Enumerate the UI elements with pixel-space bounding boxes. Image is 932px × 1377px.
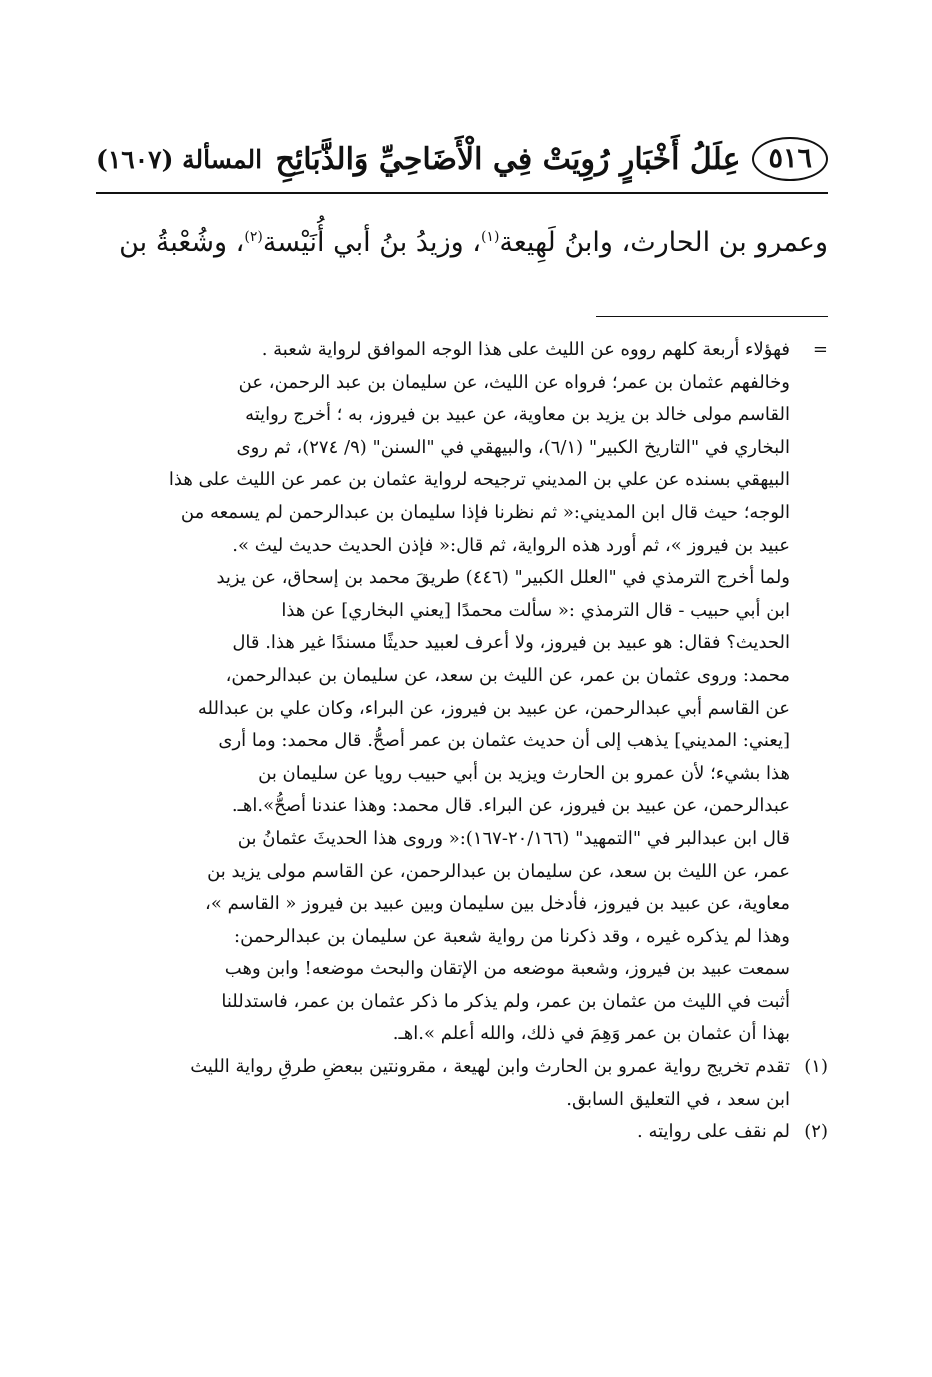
footnote-line-text: قال ابن عبدالبر في "التمهيد" (٢٠/١٦٦-١٦٧):« وروى هذا الحديثَ عثمانُ بن: [237, 827, 790, 849]
footnote-ref: (٢): [244, 229, 263, 245]
footnote-line-text: تقدم تخريج رواية عمرو بن الحارث وابن لهيعة ، مقرونتين ببعضِ طرقِ رواية الليث: [190, 1056, 790, 1078]
footnote-line: [96, 1018, 828, 1051]
footnote-line: [96, 595, 828, 628]
footnote-line-text: البخاري في "التاريخ الكبير" (٦/١)، والبيهقي في "السنن" (٩/ ٢٧٤)، ثم روى: [236, 436, 790, 458]
footnote-line-text: عبدالرحمن، عن عبيد بن فيروز، عن البراء. قال محمد: وهذا عندنا أصحُّ».اهـ.: [231, 795, 790, 817]
footnote-line: [96, 986, 828, 1019]
footnote-line-text: عبيد بن فيروز »، ثم أورد هذه الرواية، ثم قال:« فإذن الحديث حديث ليث ».: [232, 534, 790, 556]
issue-label: المسألة (١٦٠٧): [96, 144, 263, 174]
footnote-line-text: لم نقف على روايته .: [637, 1121, 790, 1143]
footnote-line-text: هذا بشيء؛ لأن عمرو بن الحارث ويزيد بن أبي حبيب رويا عن سليمان بن: [258, 762, 790, 784]
footnote-ref: (١): [480, 229, 500, 245]
page-header: [96, 128, 828, 190]
main-text-part: ، وشُعْبةُ بن: [119, 227, 245, 258]
footnote-line: [96, 530, 828, 563]
footnote-line: [96, 627, 828, 660]
running-title: عِلَلُ أَخْبَارٍ رُوِيَتْ فِي الْأَضَاحِيِّ وَالذَّبَائِحِ: [275, 141, 741, 177]
footnote-line: [96, 562, 828, 595]
footnote-line-text: وهذا لم يذكره غيره ، وقد ذكرنا من رواية شعبة عن سليمان بن عبدالرحمن:: [234, 925, 790, 947]
footnote-line: [96, 725, 828, 758]
main-text-part: وعمرو بن الحارث، وابنُ لَهِيعة: [499, 227, 828, 258]
footnote-line: [96, 921, 828, 954]
footnote-line-text: ولما أخرج الترمذي في "العلل الكبير" (٤٤٦) طريقَ محمد بن إسحاق، عن يزيد: [216, 567, 790, 589]
footnote-1: [96, 1051, 828, 1084]
footnote-line-text: معاوية، عن عبيد بن فيروز، فأدخل بين سليمان وبين عبيد بن فيروز « القاسم »،: [205, 893, 790, 915]
footnote-line: [96, 497, 828, 530]
footnote-line-text: عمر، عن الليث بن سعد، عن سليمان بن عبدالرحمن، عن القاسم مولى يزيد بن: [207, 860, 790, 882]
footnote-1-cont: [96, 1084, 828, 1117]
footnote-line-text: محمد: وروى عثمان بن عمر، عن الليث بن سعد، عن سليمان بن عبدالرحمن،: [225, 664, 790, 686]
footnote-number: (١): [804, 1056, 828, 1078]
footnote-line: [96, 693, 828, 726]
footnote-line: [96, 399, 828, 432]
footnote-line-text: عن القاسم أبي عبدالرحمن، عن عبيد بن فيروز، عن البراء، وكان علي بن عبدالله: [197, 697, 790, 719]
footnote-line: [96, 432, 828, 465]
footnote-line: [96, 790, 828, 823]
footnote-line: [96, 758, 828, 791]
footnote-line-text: بهذا أن عثمان بن عمر وَهِمَ في ذلك، والله أعلم ».اهـ.: [392, 1023, 790, 1045]
footnote-line: [96, 888, 828, 921]
footnote-line: [96, 464, 828, 497]
header-rule: [96, 192, 828, 194]
footnote-line-text: سمعت عبيد بن فيروز، وشعبة موضعه من الإتقان والبحث موضعه! وابن وهب: [224, 958, 790, 980]
footnote-line-text: البيهقي بسنده عن علي بن المديني ترجيحه لرواية عثمان بن عمر عن الليث على هذا: [168, 469, 790, 491]
footnote-line: [96, 953, 828, 986]
footnote-line: [96, 856, 828, 889]
footnote-number: (٢): [804, 1121, 828, 1143]
footnote-separator: [596, 316, 828, 317]
footnote-line-text: الحديث؟ فقال: هو عبيد بن فيروز، ولا أعرف لعبيد حديثًا مسندًا غير هذا. قال: [232, 632, 790, 654]
footnote-line: [96, 334, 828, 367]
footnote-line-text: أثبت في الليث من عثمان بن عمر، ولم يذكر ما ذكر عثمان بن عمر، فاستدللنا: [221, 990, 790, 1012]
footnote-line: [96, 367, 828, 400]
footnote-line: [96, 823, 828, 856]
footnote-line: [96, 660, 828, 693]
main-text-part: ، وزيدُ بنُ أبي أُنَيْسة: [262, 227, 481, 258]
footnote-line-text: وخالفهم عثمان بن عمر؛ فرواه عن الليث، عن سليمان بن عبد الرحمن، عن: [238, 371, 790, 393]
footnotes-area: [96, 334, 828, 1149]
footnote-line-text: الوجه؛ حيث قال ابن المديني:« ثم نظرنا فإذا سليمان بن عبدالرحمن لم يسمعه من: [180, 501, 790, 523]
page-number: ٥١٦: [752, 137, 828, 181]
footnote-line-text: فهؤلاء أربعة كلهم رووه عن الليث على هذا الوجه الموافق لرواية شعبة .: [261, 339, 790, 360]
footnote-line-text: القاسم مولى خالد بن يزيد بن معاوية، عن عبيد بن فيروز، به ؛ أخرج روايته: [245, 404, 790, 426]
continuation-marker: =: [812, 339, 828, 360]
footnote-line-text: [يعني: المديني] يذهب إلى أن حديث عثمان بن عمر أصحُّ. قال محمد: وما أرى: [218, 730, 790, 752]
main-text-line: [96, 205, 828, 275]
footnote-line-text: ابن سعد ، في التعليق السابق.: [566, 1088, 790, 1110]
footnote-2: [96, 1116, 828, 1149]
footnote-line-text: ابن أبي حبيب - قال الترمذي :« سألت محمدًا [يعني البخاري] عن هذا: [281, 599, 790, 621]
